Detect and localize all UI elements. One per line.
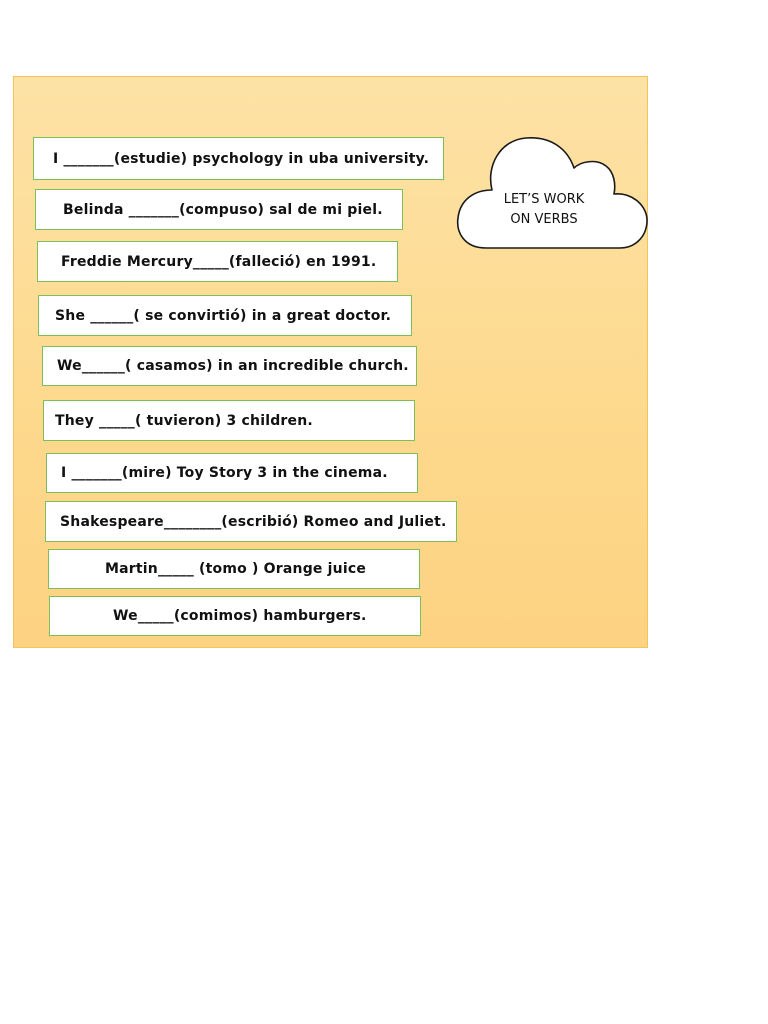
sentence-box-1 [33,137,444,180]
cloud-callout [456,136,650,252]
sentence-text: Shakespeare________(escribió) Romeo and Juliet. [60,513,447,530]
sentence-box-8 [45,501,457,542]
sentence-text: I _______(estudie) psychology in uba university. [53,150,430,167]
sentence-box-5 [42,346,417,386]
sentence-text: I _______(mire) Toy Story 3 in the cinema. [61,465,388,481]
sentence-text: Freddie Mercury_____(falleció) en 1991. [61,253,377,270]
sentence-box-9 [48,549,420,589]
sentence-box-6 [43,400,415,441]
sentence-box-2 [35,189,403,230]
sentence-text: We_____(comimos) hamburgers. [113,608,367,624]
cloud-title [456,190,632,230]
sentence-text: Belinda _______(compuso) sal de mi piel. [63,201,383,218]
cloud-title-line-2: ON VERBS [510,212,578,227]
sentence-text: We______( casamos) in an incredible church. [57,358,409,374]
sentence-box-3 [37,241,398,282]
sentence-box-7 [46,453,418,493]
sentence-box-4 [38,295,412,336]
sentence-box-10 [49,596,421,636]
cloud-title-line-1: LET’S WORK [503,192,585,207]
sentence-text: They _____( tuvieron) 3 children. [55,412,313,429]
sentence-text: Martin_____ (tomo ) Orange juice [105,561,367,577]
sentence-text: She ______( se convirtió) in a great doctor. [55,307,392,324]
